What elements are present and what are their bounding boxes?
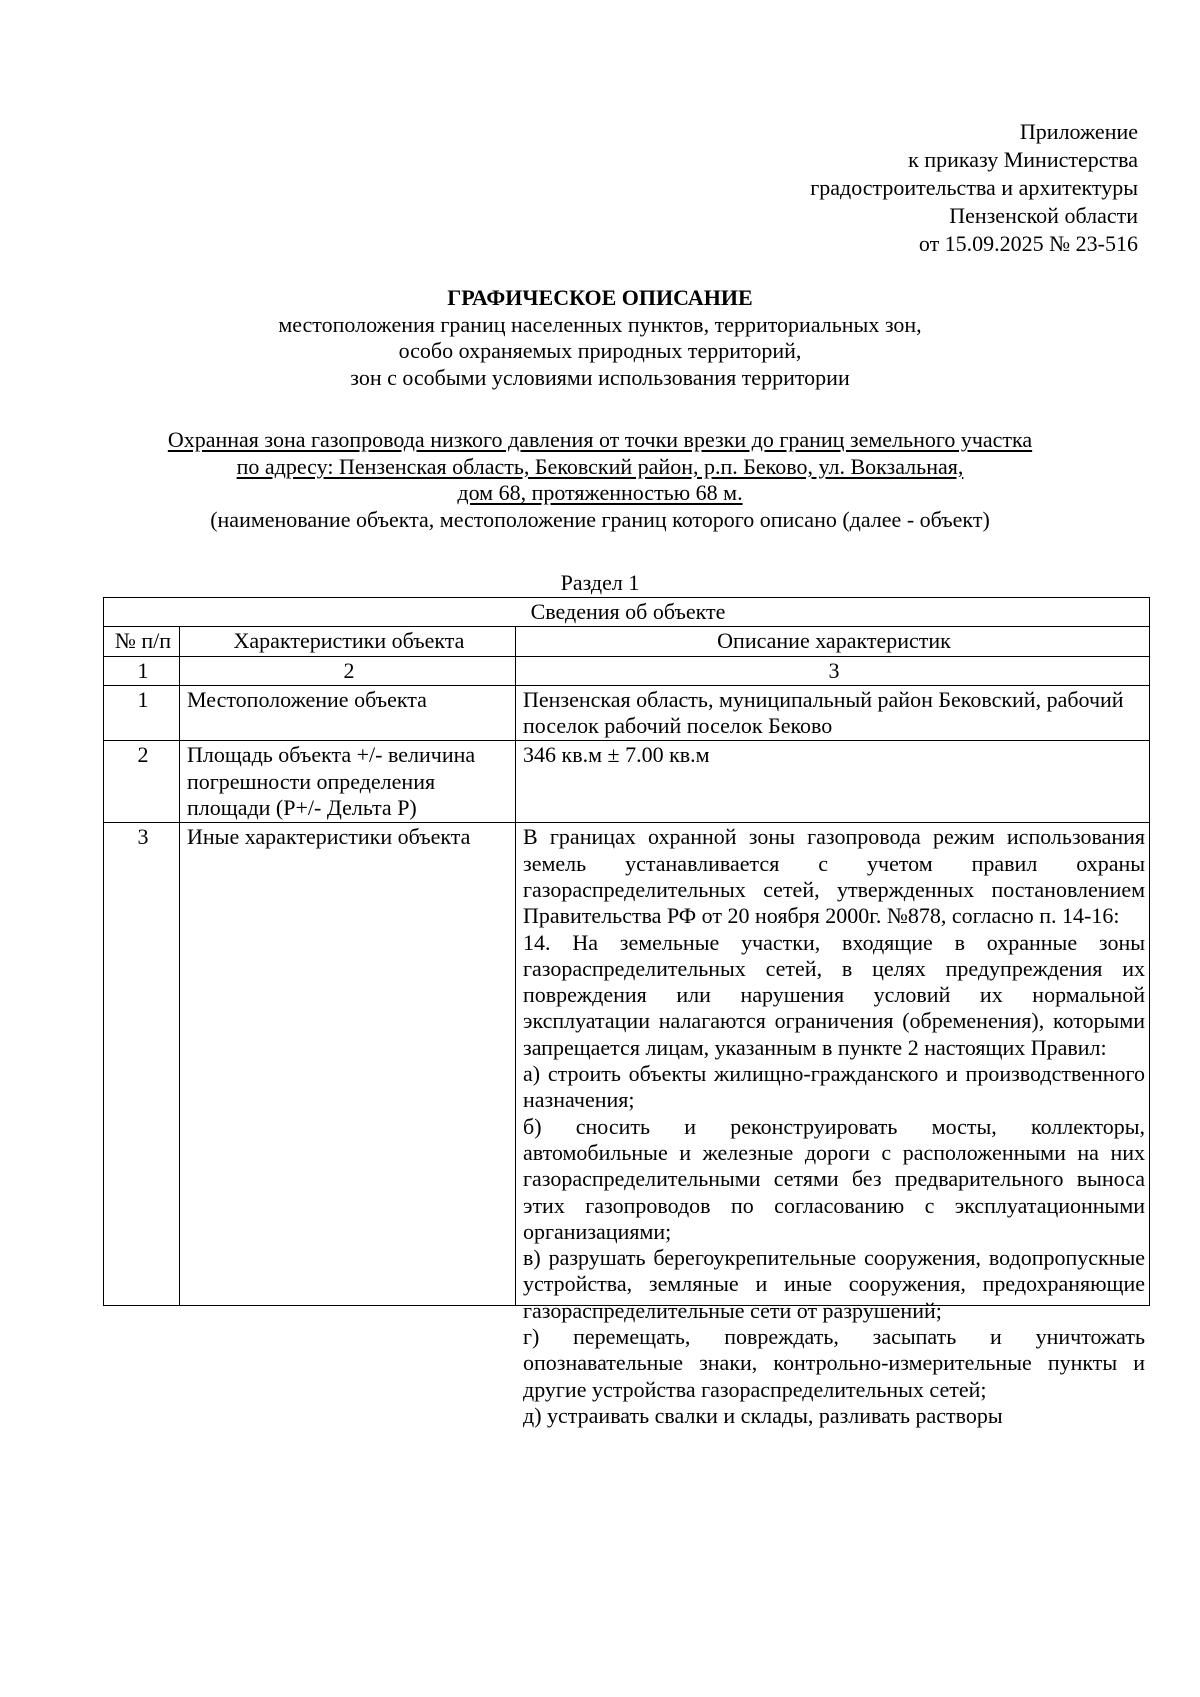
object-name-line: Охранная зона газопровода низкого давления от точки врезки до границ земельного участка (167, 427, 1033, 452)
main-title: ГРАФИЧЕСКОЕ ОПИСАНИЕ (447, 285, 753, 310)
object-info-table (103, 597, 1150, 1428)
header-characteristic: Характеристики объекта (180, 627, 516, 656)
document-title (100, 285, 1100, 391)
appendix-line: градостроительства и архитектуры (810, 175, 1138, 200)
object-name-block (100, 427, 1100, 533)
appendix-line: к приказу Министерства (908, 147, 1138, 172)
description-paragraph: а) строить объекты жилищно-гражданского и производственного назначения; (523, 1061, 1146, 1113)
header-num: № п/п (104, 627, 180, 656)
section-label: Раздел 1 (560, 570, 640, 595)
table-caption: Сведения об объекте (104, 598, 1150, 627)
description-paragraph: б) сносить и реконструировать мосты, коллекторы, автомобильные и железные дороги с расположенными на них газораспределительными сетями без предварительного выноса этих газопроводов по согласованию с эксплуатационными организациями; (523, 1113, 1146, 1244)
row-characteristic: Местоположение объекта (180, 685, 516, 741)
row-num: 3 (104, 823, 180, 1306)
subtitle-line: местоположения границ населенных пунктов, территориальных зон, (278, 311, 922, 337)
row-num: 1 (104, 685, 180, 741)
row-description: 346 кв.м ± 7.00 кв.м (516, 741, 1150, 823)
row-characteristic: Иные характеристики объекта (180, 823, 516, 1306)
description-paragraph: д) устраивать свалки и склады, разливать растворы (523, 1402, 1003, 1428)
column-number: 3 (516, 656, 1150, 685)
description-paragraph: г) перемещать, повреждать, засыпать и уничтожать опознавательные знаки, контрольно-измерительные пункты и другие устройства газораспределительных сетей; (523, 1324, 1146, 1402)
header-description: Описание характеристик (516, 627, 1150, 656)
description-paragraph: В границах охранной зоны газопровода режим использования земель устанавливается с учетом правил охраны газораспределительных сетей, утвержденных постановлением Правительства РФ от 20 ноября 2000г. №878, согласно п. 14-16: (523, 824, 1146, 929)
table-caption-row (104, 598, 1150, 627)
column-number: 2 (180, 656, 516, 685)
object-name-line: по адресу: Пензенская область, Бековский район, р.п. Беково, ул. Вокзальная, (236, 453, 964, 479)
object-name-line: дом 68, протяженностью 68 м. (457, 480, 743, 505)
table-row (104, 685, 1150, 741)
row-num: 2 (104, 741, 180, 823)
appendix-line: Пензенской области (949, 203, 1138, 228)
row-characteristic: Площадь объекта +/- величина погрешности определения площади (P+/- Дельта P) (180, 741, 516, 823)
row-description (516, 823, 1150, 1428)
subtitle-line: особо охраняемых природных территорий, (398, 338, 802, 363)
object-caption: (наименование объекта, местоположение границ которого описано (далее - объект) (210, 506, 990, 532)
row-description: Пензенская область, муниципальный район Бековский, рабочий поселок рабочий поселок Беково (516, 685, 1150, 741)
table-row (104, 823, 1150, 1306)
subtitle-line: зон с особыми условиями использования территории (350, 364, 850, 390)
description-paragraph: 14. На земельные участки, входящие в охранные зоны газораспределительных сетей, в целях предупреждения их повреждения или нарушения условий их нормальной эксплуатации налагаются ограничения (обременения), которыми запрещается лицам, указанным в пункте 2 настоящих Правил: (523, 929, 1146, 1060)
appendix-line: Приложение (1019, 119, 1138, 144)
table-header-row (104, 627, 1150, 656)
appendix-header (538, 118, 1138, 258)
table-row (104, 741, 1150, 823)
description-paragraph: в) разрушать берегоукрепительные сооружения, водопропускные устройства, земляные и иные сооружения, предохраняющие газораспределительные сети от разрушений; (523, 1245, 1146, 1323)
description-text (523, 824, 1146, 1428)
column-number: 1 (104, 656, 180, 685)
table-number-row (104, 656, 1150, 685)
appendix-line: от 15.09.2025 № 23-516 (918, 231, 1138, 256)
